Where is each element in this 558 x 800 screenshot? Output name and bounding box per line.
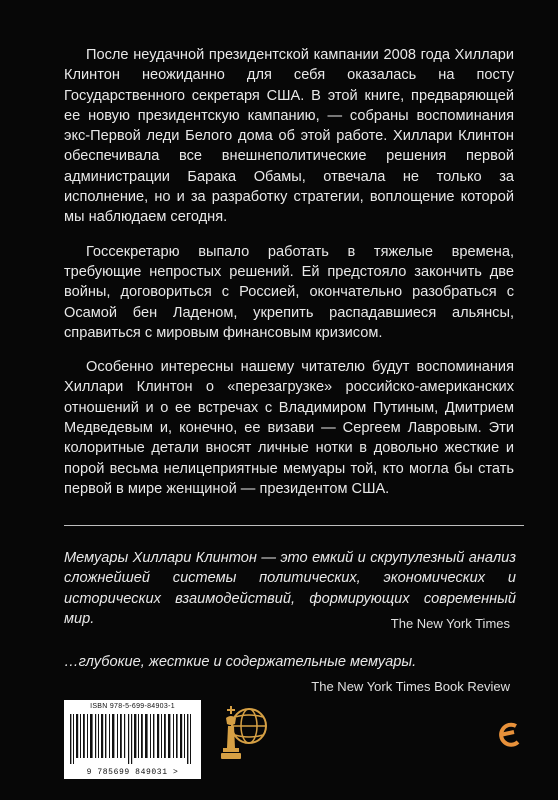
chess-king-globe-icon [218,704,272,766]
isbn-label: ISBN 978-5-699-84903-1 [90,703,175,710]
paragraph-3: Особенно интересны нашему читателю будут воспоминания Хиллари Клинтон о «перезагрузке» российско-американских отношений и о ее встречах с Владимиром Путиным, Дмитрием Медведевым и, конечно, ее визави — Сергеем Лавровым. Эти колоритные детали вносят личные нотки в довольно жесткие и порой весьма нелицеприятные мемуары той, кто могла бы стать первой в мире женщиной — президентом США. [64,359,514,497]
barcode-bars [70,714,195,764]
barcode-digits: 9 785699 849031 > [86,768,179,777]
paragraph-2: Госсекретарю выпало работать в тяжелые времена, требующие непростых решений. Ей предстояло закончить две войны, договориться с Россией, окончательно разобраться с Осамой бен Ладеном, укрепить распадавшиеся альянсы, справиться с мировым финансовым кризисом. [64,243,514,341]
back-cover-text [64,45,514,513]
quote-1-text: Мемуары Хиллари Клинтон — это емкий и скрупулезный анализ сложнейшей системы политических, экономических и исторических взаимодействий, формирующих современный мир. [64,550,516,627]
eksmo-e-icon [496,720,522,752]
paragraph-1: После неудачной президентской кампании 2008 года Хиллари Клинтон неожиданно для себя оказалась на посту Государственного секретаря США. В этой книге, предваряющей ее новую президентскую кампанию, — собраны воспоминания экс-Первой леди Белого дома об этой работе. Хиллари Клинтон обеспечивала все внешнеполитические решения первой администрации Барака Обамы, отвечала не только за исполнение, но и за разработку стратегии, воплощение которой мы наблюдаем сегодня. [64,47,514,226]
isbn-barcode [64,700,201,779]
quote-2-source: The New York Times Book Review [311,679,510,694]
quote-1-source: The New York Times [390,616,510,631]
quote-2-text: …глубокие, жесткие и содержательные мемуары. [64,654,417,670]
divider-line [64,525,524,526]
